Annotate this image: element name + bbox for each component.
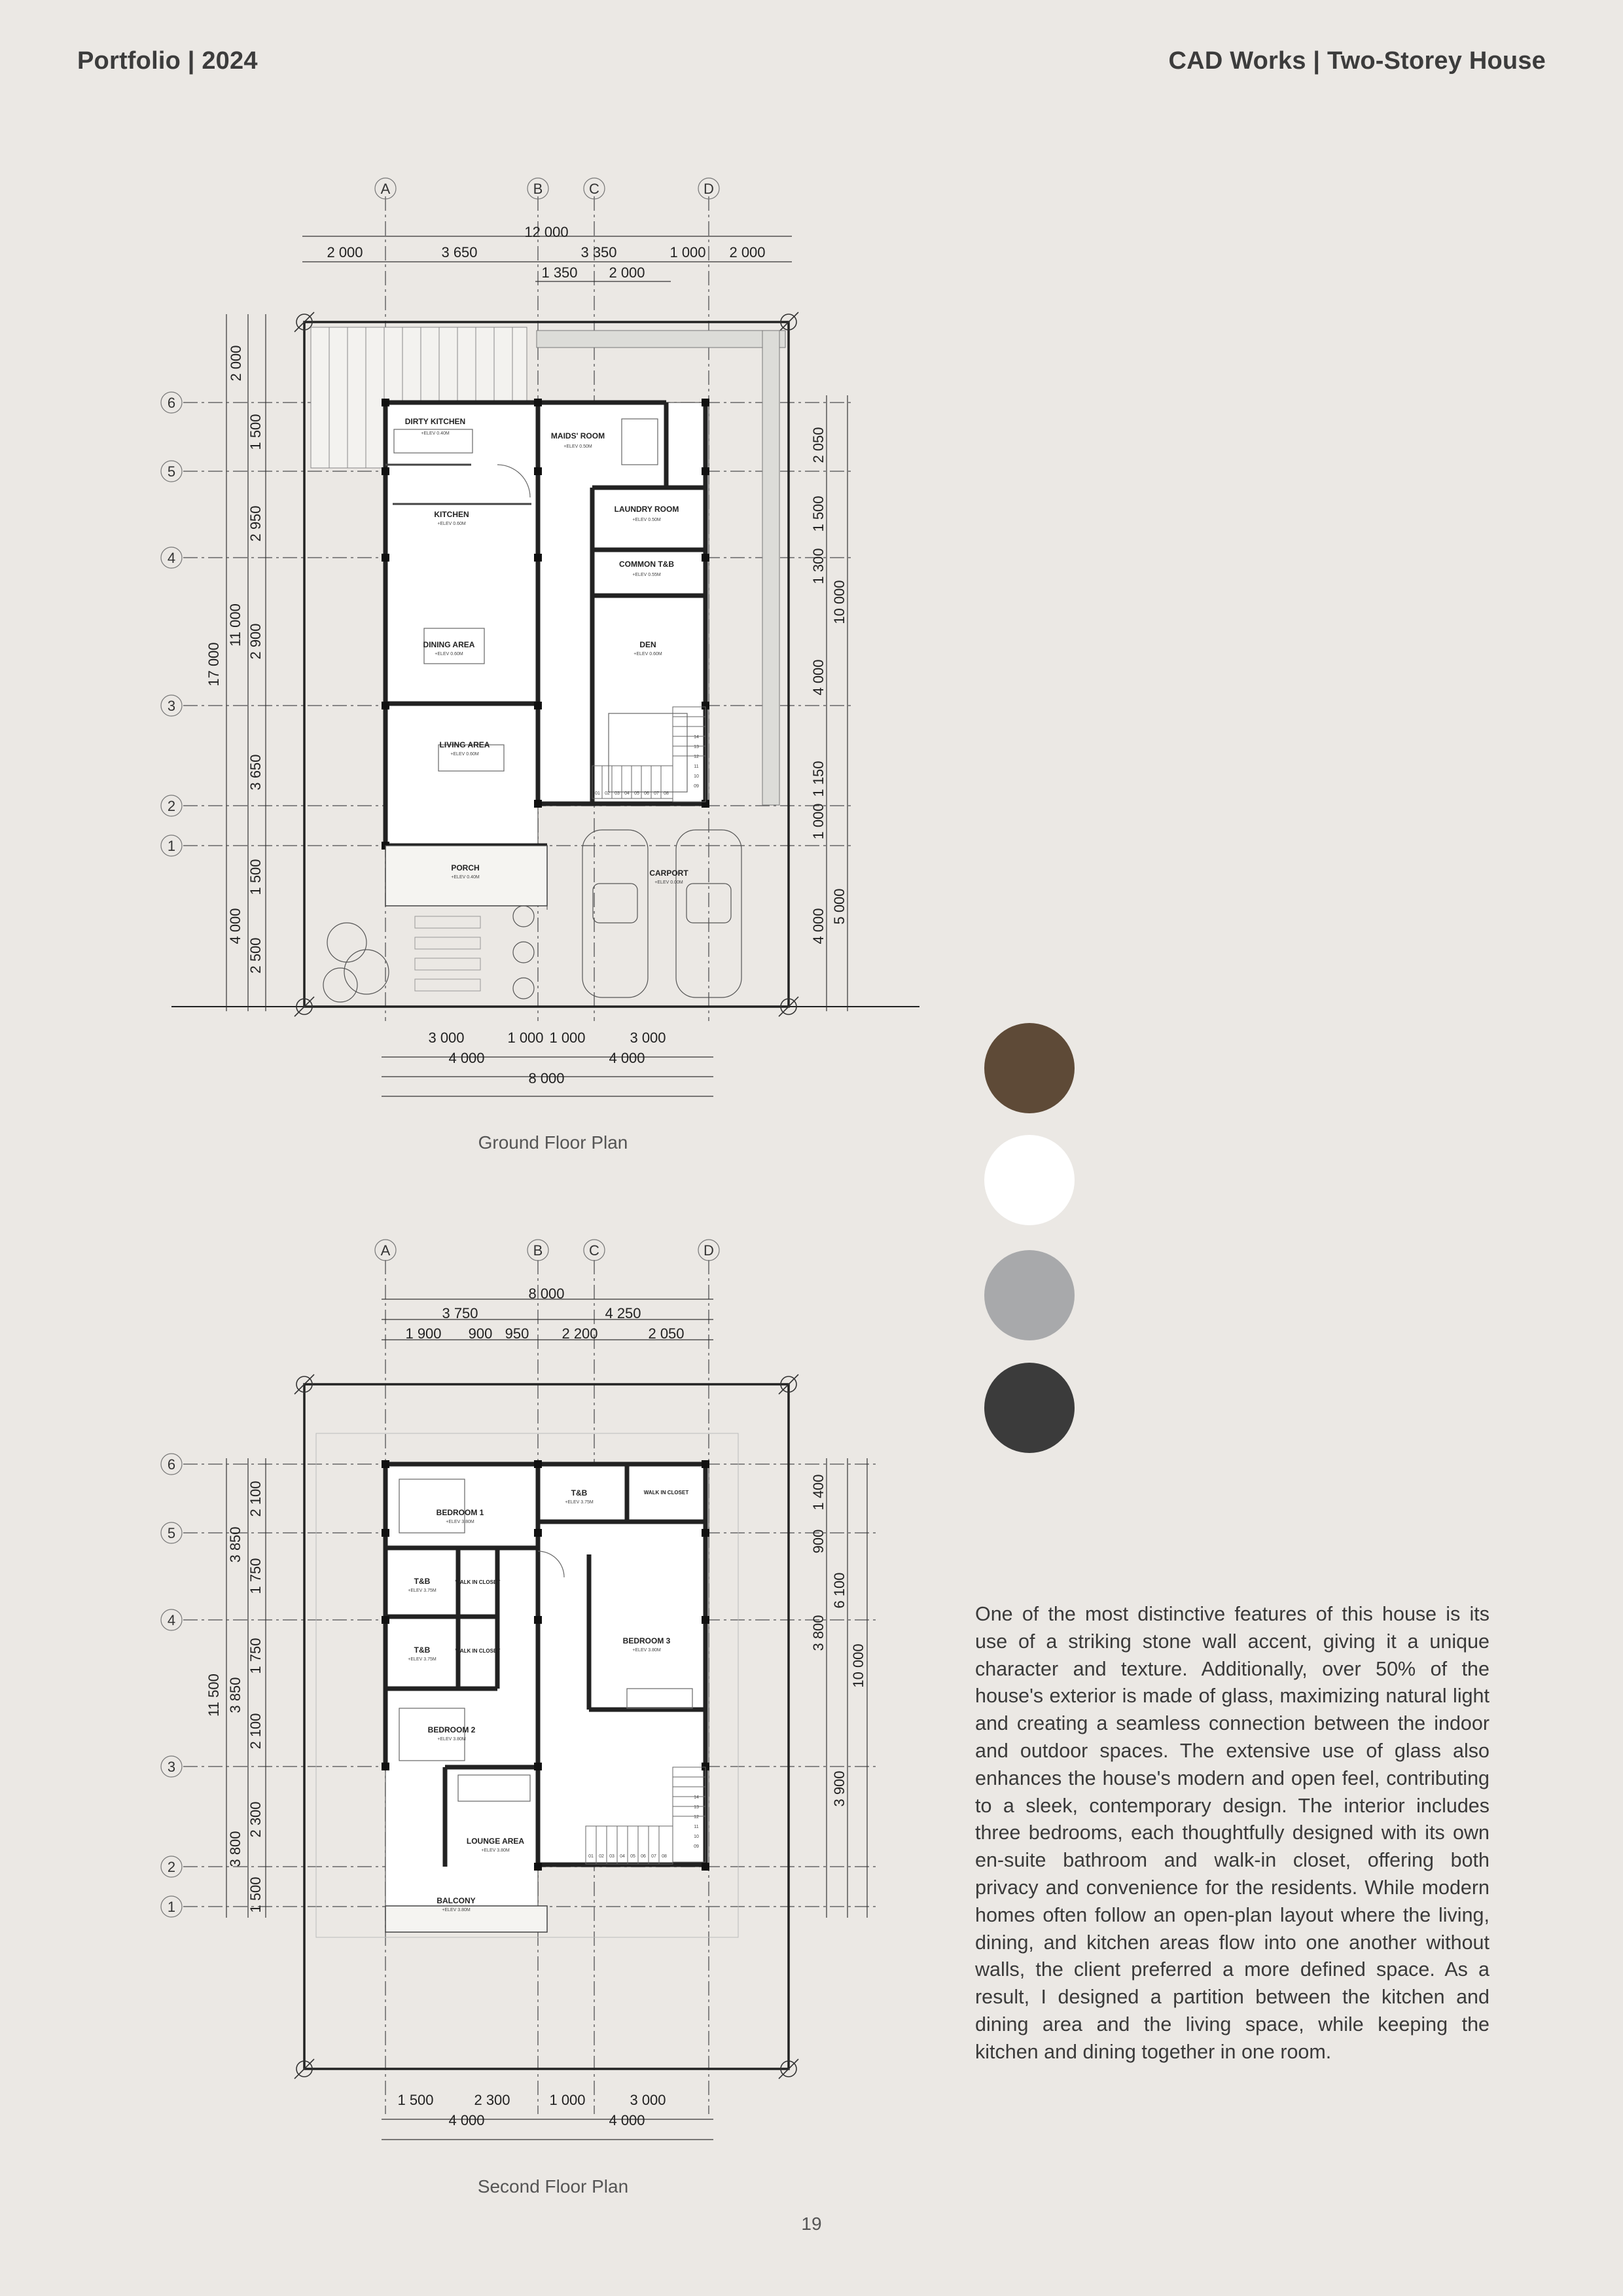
- room-label: WALK IN CLOSET: [455, 1648, 501, 1654]
- room-elevation: +ELEV 0.60M: [437, 522, 466, 526]
- ground-floor-plan: [144, 170, 942, 1100]
- dimension-label: 11 000: [227, 603, 243, 647]
- dimension-label: 3 000: [630, 2092, 666, 2108]
- grid-row-label: 6: [167, 395, 176, 411]
- dimension-label: 1 400: [810, 1474, 827, 1511]
- dimension-label: 2 500: [247, 937, 264, 974]
- color-swatch-brown: [984, 1023, 1075, 1113]
- room-elevation: +ELEV 0.40M: [451, 875, 480, 880]
- grid-col-label: C: [589, 1242, 599, 1259]
- dimension-label: 4 000: [448, 2112, 485, 2128]
- room-label: T&B: [414, 1577, 431, 1586]
- stair-number: 01: [595, 791, 600, 796]
- stair-number: 10: [694, 774, 699, 779]
- stair-number: 05: [634, 791, 639, 796]
- dimension-label: 3 850: [227, 1526, 243, 1563]
- dimension-label: 2 050: [810, 427, 827, 463]
- room-elevation: +ELEV 0.60M: [450, 752, 479, 757]
- room-label: WALK IN CLOSET: [643, 1490, 689, 1496]
- room-elevation: +ELEV 0.00M: [654, 880, 683, 885]
- room-elevation: +ELEV 3.80M: [442, 1908, 471, 1912]
- second-floor-plan: [144, 1230, 942, 2160]
- grid-col-label: A: [380, 181, 391, 197]
- dimension-label: 1 500: [810, 495, 827, 532]
- page-number: 19: [801, 2214, 822, 2234]
- dimension-label: 900: [468, 1325, 493, 1342]
- dimension-label: 3 800: [227, 1831, 243, 1867]
- room-label: DIRTY KITCHEN: [404, 417, 466, 426]
- stair-number: 09: [694, 784, 699, 789]
- stair-number: 12: [694, 755, 699, 759]
- dimension-label: 17 000: [205, 642, 222, 687]
- dimension-label: 2 950: [247, 505, 264, 542]
- room-label: DEN: [639, 640, 656, 649]
- dimension-label: 8 000: [528, 1070, 565, 1086]
- grid-row-label: 5: [167, 463, 176, 480]
- stair-number: 03: [615, 791, 620, 796]
- stair-number: 04: [624, 791, 630, 796]
- second-floor-drawing: [144, 1230, 942, 2160]
- dimension-label: 2 050: [648, 1325, 685, 1342]
- stair-number: 04: [620, 1854, 625, 1859]
- dimension-label: 2 200: [562, 1325, 598, 1342]
- room-label: CARPORT: [649, 869, 688, 878]
- grid-col-label: D: [704, 1242, 714, 1259]
- dimension-label: 1 000: [669, 244, 706, 260]
- ground-floor-drawing: [144, 170, 942, 1100]
- dimension-label: 1 750: [247, 1638, 264, 1674]
- stair-number: 09: [694, 1844, 699, 1849]
- project-title: CAD Works | Two-Storey House: [1168, 47, 1546, 75]
- room-elevation: +ELEV 0.50M: [632, 518, 661, 522]
- room-label: MAIDS' ROOM: [550, 431, 605, 440]
- dimension-label: 1 000: [549, 2092, 586, 2108]
- dimension-label: 2 300: [247, 1801, 264, 1838]
- dimension-label: 2 900: [247, 623, 264, 660]
- dimension-label: 2 000: [609, 264, 645, 281]
- portfolio-title: Portfolio | 2024: [77, 47, 258, 75]
- room-label: BEDROOM 3: [622, 1636, 671, 1645]
- color-swatch-gray: [984, 1250, 1075, 1340]
- project-description: One of the most distinctive features of this house is its use of a striking stone wall accent, giving it a unique character and texture. Additionally, over 50% of the house's exterior is made of glass, maximizing natural light and creating a seamless connection between the indoor and outdoor spaces. The extensive use of glass also enhances the house's modern and open feel, contributing to a sleek, contemporary design. The interior includes three bedrooms, each thoughtfully designed with its own en-suite bathroom and walk-in closet, offering both privacy and convenience for the residents. While modern homes often follow an open-plan layout where the living, dining, and kitchen areas flow into one another without walls, the client preferred a more defined space. As a result, I designed a partition between the kitchen and dining area and the living space, while keeping the kitchen and dining together in one room.: [975, 1603, 1489, 2063]
- stair-number: 08: [664, 791, 669, 796]
- dimension-label: 1 500: [247, 859, 264, 895]
- room-elevation: +ELEV 3.80M: [632, 1648, 661, 1653]
- room-elevation: +ELEV 0.55M: [632, 573, 661, 577]
- dimension-label: 8 000: [528, 1285, 565, 1302]
- room-elevation: +ELEV 3.80M: [481, 1848, 510, 1853]
- dimension-label: 12 000: [524, 224, 569, 240]
- dimension-label: 2 100: [247, 1713, 264, 1749]
- dimension-label: 4 000: [448, 1050, 485, 1066]
- stair-number: 07: [654, 791, 659, 796]
- dimension-label: 1 300: [810, 548, 827, 584]
- grid-col-label: B: [533, 1242, 543, 1259]
- dimension-label: 1 000: [549, 1030, 586, 1046]
- dimension-label: 11 500: [205, 1674, 222, 1717]
- dimension-label: 3 000: [630, 1030, 666, 1046]
- room-label: KITCHEN: [434, 510, 469, 519]
- room-label: PORCH: [451, 863, 480, 872]
- grid-row-label: 4: [167, 550, 176, 566]
- stair-number: 10: [694, 1835, 699, 1839]
- stair-number: 11: [694, 764, 699, 769]
- room-elevation: +ELEV 3.75M: [408, 1657, 437, 1662]
- dimension-label: 1 900: [405, 1325, 442, 1342]
- room-elevation: +ELEV 0.50M: [563, 444, 592, 449]
- grid-row-label: 1: [167, 1899, 176, 1915]
- stair-number: 14: [694, 1795, 699, 1800]
- room-elevation: +ELEV 3.75M: [408, 1588, 437, 1593]
- stair-number: 13: [694, 745, 699, 749]
- stair-number: 12: [694, 1815, 699, 1820]
- stair-number: 06: [641, 1854, 646, 1859]
- room-label: COMMON T&B: [619, 560, 674, 569]
- dimension-label: 3 650: [247, 754, 264, 791]
- grid-row-label: 6: [167, 1456, 176, 1473]
- dimension-label: 3 900: [831, 1770, 847, 1807]
- room-label: BEDROOM 2: [427, 1725, 476, 1734]
- room-label: BEDROOM 1: [436, 1508, 484, 1517]
- room-elevation: +ELEV 3.80M: [446, 1520, 474, 1524]
- dimension-label: 2 300: [474, 2092, 510, 2108]
- dimension-label: 6 100: [831, 1572, 847, 1609]
- room-elevation: +ELEV 0.60M: [633, 652, 662, 656]
- grid-row-label: 5: [167, 1525, 176, 1541]
- room-label: T&B: [414, 1645, 431, 1655]
- room-label: LAUNDRY ROOM: [614, 505, 679, 514]
- dimension-label: 3 000: [428, 1030, 465, 1046]
- dimension-label: 2 000: [327, 244, 363, 260]
- dimension-label: 3 800: [810, 1615, 827, 1651]
- dimension-label: 10 000: [850, 1643, 866, 1688]
- room-elevation: +ELEV 3.80M: [437, 1737, 466, 1742]
- dimension-label: 4 000: [810, 659, 827, 696]
- dimension-label: 4 000: [227, 908, 243, 944]
- dimension-label: 4 000: [609, 1050, 645, 1066]
- dimension-label: 1 500: [247, 414, 264, 450]
- room-label: T&B: [571, 1488, 588, 1498]
- dimension-label: 1 350: [541, 264, 578, 281]
- dimension-label: 1 000: [810, 803, 827, 840]
- stair-number: 14: [694, 735, 699, 740]
- dimension-label: 900: [810, 1529, 827, 1554]
- grid-row-label: 2: [167, 1859, 176, 1875]
- dimension-label: 1 500: [397, 2092, 434, 2108]
- room-label: BALCONY: [437, 1896, 476, 1905]
- stair-number: 13: [694, 1805, 699, 1810]
- color-swatch-white: [984, 1135, 1075, 1225]
- dimension-label: 3 850: [227, 1677, 243, 1713]
- stair-number: 08: [662, 1854, 667, 1859]
- stair-number: 03: [609, 1854, 615, 1859]
- dimension-label: 2 000: [228, 345, 244, 382]
- grid-col-label: A: [380, 1242, 391, 1259]
- grid-row-label: 1: [167, 838, 176, 854]
- dimension-label: 950: [505, 1325, 529, 1342]
- grid-col-label: D: [704, 181, 714, 197]
- stair-number: 05: [630, 1854, 635, 1859]
- dimension-label: 1 150: [810, 761, 827, 797]
- dimension-label: 1 000: [507, 1030, 544, 1046]
- second-floor-caption: Second Floor Plan: [477, 2176, 629, 2197]
- room-elevation: +ELEV 0.60M: [435, 652, 463, 656]
- dimension-label: 3 750: [442, 1305, 478, 1321]
- grid-row-label: 3: [167, 698, 176, 714]
- dimension-label: 4 000: [609, 2112, 645, 2128]
- dimension-label: 5 000: [831, 888, 847, 925]
- stair-number: 11: [694, 1825, 699, 1829]
- stair-number: 02: [599, 1854, 604, 1859]
- stair-number: 02: [605, 791, 610, 796]
- dimension-label: 4 000: [810, 908, 827, 944]
- dimension-label: 10 000: [831, 580, 847, 624]
- room-label: WALK IN CLOSET: [455, 1579, 501, 1585]
- grid-row-label: 3: [167, 1759, 176, 1775]
- room-label: LOUNGE AREA: [466, 1837, 525, 1846]
- room-label: DINING AREA: [423, 640, 475, 649]
- dimension-label: 3 350: [580, 244, 617, 260]
- grid-row-label: 2: [167, 798, 176, 814]
- room-label: LIVING AREA: [439, 740, 490, 749]
- color-swatch-charcoal: [984, 1363, 1075, 1453]
- dimension-label: 2 100: [247, 1480, 264, 1517]
- grid-row-label: 4: [167, 1612, 176, 1628]
- dimension-label: 1 500: [247, 1876, 264, 1913]
- dimension-label: 4 250: [605, 1305, 641, 1321]
- room-elevation: +ELEV 0.40M: [421, 431, 450, 436]
- ground-floor-caption: Ground Floor Plan: [478, 1132, 628, 1153]
- dimension-label: 3 650: [441, 244, 478, 260]
- grid-col-label: B: [533, 181, 543, 197]
- room-elevation: +ELEV 3.75M: [565, 1500, 594, 1505]
- grid-col-label: C: [589, 181, 599, 197]
- dimension-label: 1 750: [247, 1558, 264, 1594]
- stair-number: 06: [644, 791, 649, 796]
- stair-number: 01: [588, 1854, 594, 1859]
- dimension-label: 2 000: [729, 244, 766, 260]
- stair-number: 07: [651, 1854, 656, 1859]
